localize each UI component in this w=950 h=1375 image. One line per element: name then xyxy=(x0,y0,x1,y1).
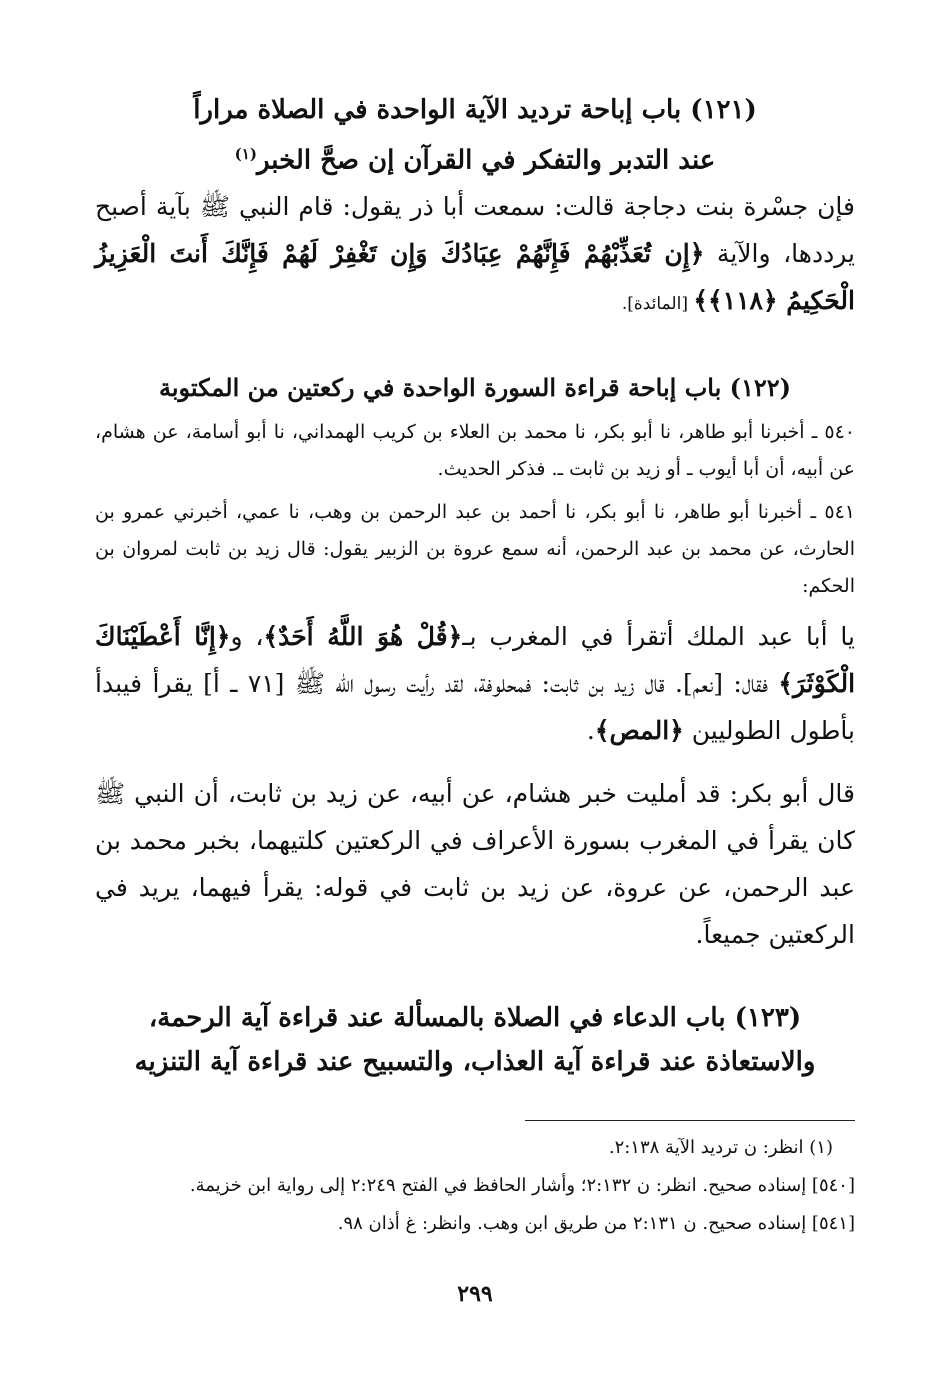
footnote-540: [٥٤٠] إسناده صحيح. انظر: ن ٢:١٣٢؛ وأشار الحافظ في الفتح ٢:٢٤٩ إلى رواية ابن خزيمة. xyxy=(189,1174,855,1196)
chapter-121-text xyxy=(95,183,855,328)
hadith-541-quote xyxy=(95,613,855,754)
chapter-121-title xyxy=(95,88,855,183)
quote-text-1: يا أبا عبد الملك أتقرأ في المغرب بـ xyxy=(462,621,855,651)
footnote-ref-1: (١) xyxy=(234,145,257,163)
quran-almas: ﴿المص﴾ xyxy=(594,715,684,745)
surah-reference: [المائدة]. xyxy=(621,293,694,314)
quran-ikhlas: ﴿قُلْ هُوَ اللَّهُ أَحَدٌ﴾ xyxy=(263,621,463,651)
chapter-123-title-line1: (١٢٣) باب الدعاء في الصلاة بالمسألة عند قراءة آية الرحمة، xyxy=(148,1002,802,1033)
hadith-540: ٥٤٠ ـ أخبرنا أبو طاهر، نا أبو بكر، نا محمد بن العلاء بن كريب الهمداني، نا أبو أسامة، عن هشام، عن أبيه، أن أبا أيوب ـ أو زيد بن ثابت ـ. فذكر الحديث. xyxy=(95,420,855,480)
chapter-121-title-line2: عند التدبر والتفكر في القرآن إن صحَّ الخبر xyxy=(256,145,716,176)
quran-verse-maidah-118: ﴿إِن تُعَذِّبْهُمْ فَإِنَّهُمْ عِبَادُكَ وَإِن تَغْفِرْ لَهُمْ فَإِنَّكَ أَنتَ الْعَزِيزُ الْحَكِيمُ ﴿١١٨﴾﴾ xyxy=(95,238,855,315)
footnote-1: (١) انظر: ن ترديد الآية ٢:١٣٨. xyxy=(608,1136,833,1158)
quote-text-3: فقال: [نعم]. قال زيد بن ثابت: فمحلوفة، لقد رأيت رسول الله ﷺ [٧١ ـ أ] يقرأ فيبدأ بأطول الطوليين xyxy=(95,668,855,745)
footnotes xyxy=(95,1131,855,1241)
quote-text-4: . xyxy=(586,715,595,745)
footnote-divider xyxy=(525,1120,855,1121)
hadith-541: ٥٤١ ـ أخبرنا أبو طاهر، نا أبو بكر، نا أحمد بن عبد الرحمن بن وهب، نا عمي، أخبرني عمرو بن الحارث، عن محمد بن عبد الرحمن، أنه سمع عروة بن الزبير يقول: قال زيد بن ثابت لمروان بن الحكم: xyxy=(95,500,855,597)
chapter-121-title-line1: (١٢١) باب إباحة ترديد الآية الواحدة في الصلاة مراراً xyxy=(193,95,757,125)
book-page xyxy=(95,80,855,1375)
chapter-123-title-line2: والاستعاذة عند قراءة آية العذاب، والتسبيح عند قراءة آية التنزيه xyxy=(134,1046,816,1077)
page-number: ٢٩٩ xyxy=(457,1280,493,1307)
chapter-123-title xyxy=(95,996,855,1084)
quran-kawthar: ﴿إِنَّا أَعْطَيْنَاكَ الْكَوْثَرَ﴾ xyxy=(95,621,856,698)
chapter-122-title: (١٢٢) باب إباحة قراءة السورة الواحدة في ركعتين من المكتوبة xyxy=(158,372,792,402)
quote-text-2: ، و xyxy=(230,621,264,651)
abu-bakr-commentary: قال أبو بكر: قد أمليت خبر هشام، عن أبيه، عن زيد بن ثابت، أن النبي ﷺ كان يقرأ في المغرب بسورة الأعراف في الركعتين كلتيهما، بخبر محمد بن عبد الرحمن، عن عروة، عن زيد بن ثابت في قوله: يقرأ فيهما، يريد في الركعتين جميعاً. xyxy=(95,778,855,949)
footnote-541: [٥٤١] إسناده صحيح. ن ٢:١٣١ من طريق ابن وهب. وانظر: غ أذان ٩٨. xyxy=(337,1212,855,1234)
chapter-121-narration: فإن جسْرة بنت دجاجة قالت: سمعت أبا ذر يقول: قام النبي ﷺ بآية أصبح يرددها، والآية xyxy=(95,191,855,268)
